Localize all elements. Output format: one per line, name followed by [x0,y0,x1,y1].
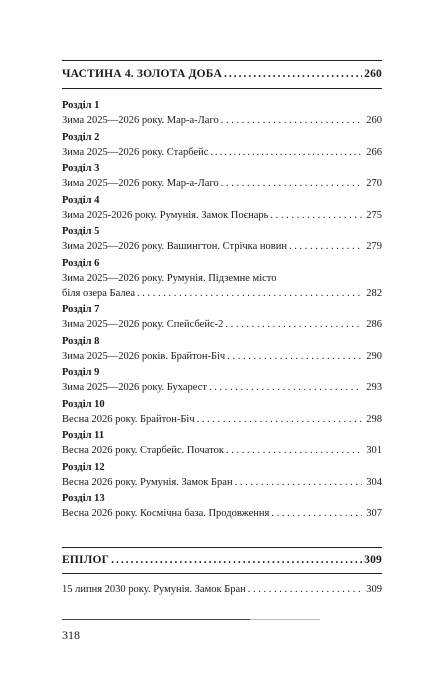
chapter-page: 275 [366,209,382,221]
leader-dots [197,412,363,427]
chapter-title: Весна 2026 року. Румунія. Замок Бран [62,476,233,488]
part-top-rule [62,60,382,61]
part-leader [224,68,362,80]
chapter-title: Зима 2025—2026 року. Мар-а-Лаго [62,178,219,189]
chapter-label: Розділ 11 [62,430,105,441]
chapter-title-line1: Зима 2025—2026 року. Румунія. Підземне місто [62,272,277,284]
chapter-label: Розділ 7 [62,304,100,315]
leader-dots [209,380,362,395]
chapter-page: 279 [366,241,382,252]
chapter-title: біля озера Балеа [62,287,136,299]
chapter-entry [62,193,382,225]
chapter-entry [62,460,382,492]
chapter-entry [62,256,382,303]
chapter-label: Розділ 8 [62,335,100,347]
leader-dots [235,475,363,490]
footer-rule [62,619,250,620]
epilogue-entry [62,582,382,597]
chapter-title: Весна 2026 року. Космічна база. Продовження [62,508,270,519]
leader-dots [227,349,362,364]
chapter-title: Зима 2025—2026 року. Вашингтон. Стрічка новин [62,241,287,252]
chapter-entry [62,397,382,429]
leader-dots [271,506,362,521]
chapter-page: 293 [366,382,382,393]
chapter-page: 260 [366,115,382,126]
chapter-page: 290 [366,350,382,362]
leader-dots [270,208,362,223]
chapter-entry [62,334,382,366]
leader-dots [221,113,363,128]
chapter-page: 307 [366,508,382,519]
epilogue-entry-title: 15 липня 2030 року. Румунія. Замок Бран [62,584,246,595]
epilogue-heading [62,554,382,566]
leader-dots [221,176,363,191]
part-title: ЧАСТИНА 4. ЗОЛОТА ДОБА [62,68,222,80]
chapter-title: Зима 2025-2026 року. Румунія. Замок Поєнарь [62,209,269,221]
chapter-page: 298 [366,413,382,425]
leader-dots [289,239,362,254]
page-folio: 318 [62,628,80,642]
part-heading [62,68,382,80]
chapter-label: Розділ 1 [62,100,100,111]
chapter-entry [62,130,382,162]
chapter-page: 301 [366,445,382,456]
chapter-entry [62,428,382,460]
epilogue-title: ЕПІЛОГ [62,554,110,566]
chapter-page: 282 [366,287,382,299]
leader-dots [137,286,362,301]
chapter-title: Зима 2025—2026 року. Бухарест [62,382,207,393]
epilogue-entry-page: 309 [366,584,382,595]
part-page: 260 [364,68,382,80]
chapter-page: 270 [366,178,382,189]
chapter-label: Розділ 2 [62,131,100,143]
leader-dots [248,582,362,597]
chapter-title: Весна 2026 року. Брайтон-Біч [62,413,195,425]
chapter-label: Розділ 12 [62,461,105,473]
footer-rule-faint [250,619,320,620]
epilogue-top-rule [62,547,382,548]
chapter-title: Зима 2025—2026 року. Спейсбейс-2 [62,319,224,330]
chapter-label: Розділ 6 [62,257,100,269]
chapter-page: 266 [366,146,382,158]
part-bottom-rule [62,88,382,89]
epilogue-leader [111,554,362,566]
leader-dots [226,443,362,458]
chapter-entry [62,161,382,193]
leader-dots [210,145,362,160]
chapter-entry [62,224,382,256]
chapter-entry [62,302,382,334]
chapter-title: Зима 2025—2026 року. Мар-а-Лаго [62,115,219,126]
chapter-label: Розділ 9 [62,367,100,378]
chapter-page: 286 [366,319,382,330]
epilogue-page: 309 [364,554,382,566]
chapter-label: Розділ 10 [62,398,105,410]
chapter-entry [62,365,382,397]
chapter-title: Зима 2025—2026 року. Старбейс [62,146,209,158]
chapter-title: Зима 2025—2026 років. Брайтон-Біч [62,350,226,362]
chapter-list [62,98,382,523]
chapter-page: 304 [366,476,382,488]
chapter-title: Весна 2026 року. Старбейс. Початок [62,445,224,456]
epilogue-bottom-rule [62,573,382,574]
chapter-entry [62,98,382,130]
chapter-entry [62,491,382,523]
chapter-label: Розділ 13 [62,493,105,504]
chapter-label: Розділ 4 [62,194,100,206]
chapter-label: Розділ 5 [62,226,100,237]
chapter-label: Розділ 3 [62,163,100,174]
leader-dots [225,317,362,332]
